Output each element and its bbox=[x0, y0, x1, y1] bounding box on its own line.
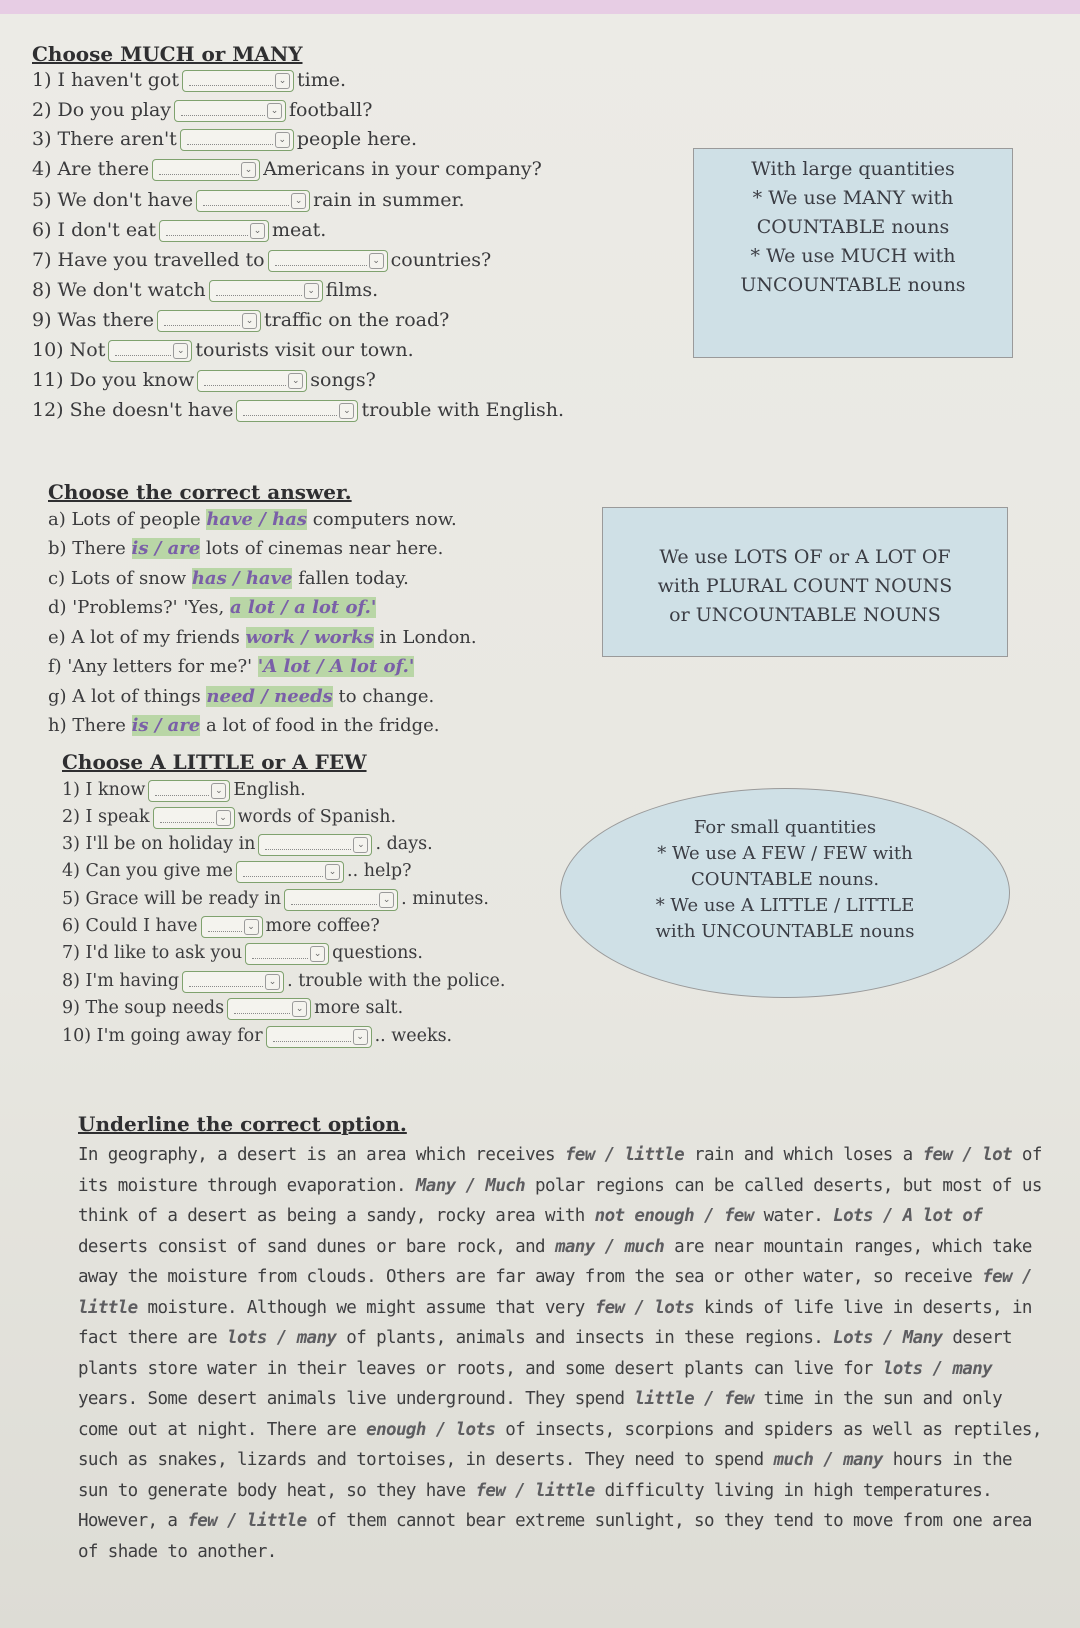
dotted-blank bbox=[189, 85, 273, 86]
answer-option[interactable]: few / little bbox=[78, 1267, 1032, 1318]
question-text: 2) Do you play bbox=[32, 99, 172, 121]
paragraph-text: deserts consist of sand dunes or bare rock, and bbox=[78, 1236, 555, 1257]
answer-option[interactable]: few / little bbox=[475, 1480, 595, 1501]
dotted-blank bbox=[208, 931, 242, 932]
question-text: 8) We don't watch bbox=[32, 279, 206, 301]
question-text: 4) Are there bbox=[32, 158, 150, 180]
exercise-line bbox=[62, 778, 306, 802]
dotted-blank bbox=[234, 1013, 290, 1014]
exercise-line bbox=[62, 887, 489, 911]
question-text: trouble with English. bbox=[361, 399, 565, 421]
dotted-blank bbox=[159, 174, 239, 175]
question-text: films. bbox=[325, 279, 379, 301]
paragraph-text: of them cannot bear extreme sunlight, so they tend to move from one area of shade to another. bbox=[78, 1511, 1032, 1562]
paragraph-text: of plants, animals and insects in these regions. bbox=[336, 1328, 834, 1348]
answer-option[interactable]: Lots / A lot of bbox=[833, 1206, 983, 1226]
exercise-line bbox=[32, 188, 465, 212]
chevron-down-icon[interactable]: ⌄ bbox=[379, 892, 394, 908]
question-text: 5) Grace will be ready in bbox=[62, 889, 282, 909]
paragraph-text: In geography, a desert is an area which receives bbox=[78, 1145, 565, 1165]
rule-line: For small quantities bbox=[693, 817, 877, 838]
section2-title: Choose the correct answer. bbox=[48, 480, 352, 504]
answer-option[interactable]: enough / lots bbox=[366, 1419, 496, 1440]
dotted-blank bbox=[203, 205, 289, 206]
exercise-line bbox=[32, 248, 491, 272]
exercise-line bbox=[62, 805, 396, 829]
answer-dropdown[interactable] bbox=[153, 807, 235, 829]
chevron-down-icon[interactable]: ⌄ bbox=[291, 193, 306, 209]
answer-option[interactable]: need / needs bbox=[206, 686, 333, 707]
answer-dropdown[interactable] bbox=[157, 310, 261, 332]
question-text: to change. bbox=[332, 686, 435, 707]
section1-rule-box bbox=[693, 148, 1013, 358]
chevron-down-icon[interactable]: ⌄ bbox=[275, 132, 290, 148]
paragraph-text: are near mountain ranges, which take away the moisture from clouds. Others are far away from the sea or other water, so receive bbox=[78, 1236, 1032, 1287]
exercise-line bbox=[48, 714, 440, 738]
question-text: Americans in your company? bbox=[263, 158, 542, 180]
chevron-down-icon[interactable]: ⌄ bbox=[173, 343, 188, 359]
exercise-line bbox=[62, 832, 433, 856]
answer-option[interactable]: work / works bbox=[245, 627, 374, 648]
answer-dropdown[interactable] bbox=[174, 100, 286, 122]
paragraph-text: rain and which loses a bbox=[684, 1145, 923, 1165]
question-text: meat. bbox=[272, 219, 327, 241]
dotted-blank bbox=[273, 1041, 351, 1042]
chevron-down-icon[interactable]: ⌄ bbox=[304, 283, 319, 299]
rule-line: or UNCOUNTABLE NOUNS bbox=[669, 604, 941, 626]
question-text: h) There bbox=[48, 715, 132, 736]
section2-rule-box bbox=[602, 507, 1008, 657]
answer-dropdown[interactable] bbox=[180, 129, 294, 151]
exercise-line bbox=[62, 941, 423, 965]
rule-line: with UNCOUNTABLE nouns bbox=[655, 921, 915, 942]
answer-option[interactable]: Lots / Many bbox=[833, 1328, 943, 1348]
answer-option[interactable]: few / little bbox=[187, 1511, 307, 1531]
paragraph-text: years. Some desert animals live underground. They spend bbox=[78, 1389, 635, 1409]
exercise-line bbox=[62, 996, 403, 1020]
section3-title: Choose A LITTLE or A FEW bbox=[62, 750, 367, 774]
answer-dropdown[interactable] bbox=[148, 780, 230, 802]
chevron-down-icon[interactable]: ⌄ bbox=[242, 313, 257, 329]
question-text: 9) Was there bbox=[32, 309, 154, 331]
exercise-line bbox=[32, 308, 449, 332]
exercise-line bbox=[32, 338, 414, 362]
question-text: a lot of food in the fridge. bbox=[200, 715, 440, 736]
section1-title: Choose MUCH or MANY bbox=[32, 42, 303, 66]
paragraph-text: of its moisture through evaporation. bbox=[78, 1145, 1042, 1196]
question-text: tourists visit our town. bbox=[195, 339, 414, 361]
question-text: 10) I'm going away for bbox=[62, 1026, 263, 1046]
paragraph-text: kinds of life live in deserts, in fact there are bbox=[78, 1297, 1032, 1348]
rule-line: * We use MANY with bbox=[752, 187, 954, 209]
answer-option[interactable]: little / few bbox=[634, 1389, 754, 1409]
answer-dropdown[interactable] bbox=[201, 916, 263, 938]
exercise-line bbox=[62, 1024, 452, 1048]
answer-option[interactable]: few / little bbox=[564, 1145, 685, 1165]
answer-dropdown[interactable] bbox=[209, 280, 323, 302]
answer-dropdown[interactable] bbox=[268, 250, 388, 272]
question-text: e) A lot of my friends bbox=[48, 627, 246, 648]
question-text: English. bbox=[233, 780, 306, 800]
top-border-strip bbox=[0, 0, 1080, 14]
question-text: g) A lot of things bbox=[48, 686, 207, 707]
chevron-down-icon[interactable]: ⌄ bbox=[250, 223, 265, 239]
exercise-line bbox=[48, 508, 457, 532]
section4-title: Underline the correct option. bbox=[78, 1112, 407, 1136]
question-text: .. weeks. bbox=[374, 1026, 453, 1046]
question-text: time. bbox=[297, 69, 347, 91]
paragraph-text: hours in the sun to generate body heat, so they have bbox=[78, 1450, 1012, 1501]
chevron-down-icon[interactable]: ⌄ bbox=[216, 810, 231, 826]
chevron-down-icon[interactable]: ⌄ bbox=[288, 373, 303, 389]
question-text: b) There bbox=[48, 538, 132, 559]
dotted-blank bbox=[291, 904, 377, 905]
question-text: d) 'Problems?' 'Yes, bbox=[48, 597, 230, 618]
answer-dropdown[interactable] bbox=[266, 1026, 372, 1048]
answer-option[interactable]: lots / many bbox=[227, 1328, 337, 1348]
answer-option[interactable]: not enough / few bbox=[594, 1206, 754, 1226]
dotted-blank bbox=[155, 795, 209, 796]
exercise-line bbox=[32, 98, 372, 122]
dotted-blank bbox=[243, 876, 323, 877]
answer-option[interactable]: much / many bbox=[773, 1450, 883, 1470]
rule-line: * We use A FEW / FEW with bbox=[657, 843, 913, 864]
question-text: questions. bbox=[332, 943, 423, 963]
dotted-blank bbox=[252, 958, 308, 959]
answer-option[interactable]: a lot / a lot of.' bbox=[229, 597, 377, 618]
dotted-blank bbox=[187, 144, 273, 145]
exercise-line bbox=[62, 859, 412, 883]
rule-line: COUNTABLE nouns bbox=[756, 216, 950, 238]
exercise-line bbox=[32, 127, 417, 151]
paragraph-text: water. bbox=[753, 1206, 834, 1226]
answer-dropdown[interactable] bbox=[197, 370, 307, 392]
answer-dropdown[interactable] bbox=[182, 70, 294, 92]
rule-line: * We use MUCH with bbox=[750, 245, 956, 267]
chevron-down-icon[interactable]: ⌄ bbox=[275, 73, 290, 89]
question-text: 1) I know bbox=[62, 780, 146, 800]
question-text: . trouble with the police. bbox=[287, 971, 506, 991]
answer-dropdown[interactable] bbox=[159, 220, 269, 242]
question-text: 7) Have you travelled to bbox=[32, 249, 265, 271]
exercise-line bbox=[32, 218, 326, 242]
answer-option[interactable]: has / have bbox=[191, 568, 293, 589]
paragraph-text: difficulty living in high temperatures. However, a bbox=[78, 1480, 993, 1531]
question-text: 6) I don't eat bbox=[32, 219, 157, 241]
exercise-line bbox=[48, 596, 376, 620]
answer-option[interactable]: 'A lot / A lot of.' bbox=[257, 656, 415, 677]
exercise-line bbox=[32, 278, 378, 302]
dotted-blank bbox=[216, 295, 302, 296]
rule-line: We use LOTS OF or A LOT OF bbox=[659, 546, 951, 568]
answer-option[interactable]: few / lot bbox=[922, 1145, 1012, 1165]
question-text: . minutes. bbox=[401, 889, 489, 909]
exercise-line bbox=[48, 626, 477, 650]
rule-line: COUNTABLE nouns. bbox=[690, 869, 880, 890]
rule-line: UNCOUNTABLE nouns bbox=[740, 274, 966, 296]
question-text: rain in summer. bbox=[313, 189, 465, 211]
answer-dropdown[interactable] bbox=[182, 971, 284, 993]
question-text: .. help? bbox=[347, 861, 412, 881]
question-text: 5) We don't have bbox=[32, 189, 194, 211]
question-text: more salt. bbox=[314, 998, 404, 1018]
question-text: 2) I speak bbox=[62, 807, 150, 827]
question-text: . days. bbox=[375, 834, 433, 854]
answer-dropdown[interactable] bbox=[108, 340, 192, 362]
dotted-blank bbox=[115, 355, 171, 356]
question-text: 6) Could I have bbox=[62, 916, 198, 936]
question-text: 9) The soup needs bbox=[62, 998, 225, 1018]
chevron-down-icon[interactable]: ⌄ bbox=[241, 162, 256, 178]
exercise-line bbox=[48, 655, 414, 679]
paragraph-text: polar regions can be called deserts, but most of us think of a desert as being a sandy, rocky area with bbox=[78, 1175, 1042, 1226]
exercise-line bbox=[32, 368, 376, 392]
answer-dropdown[interactable] bbox=[284, 889, 398, 911]
exercise-line bbox=[62, 969, 505, 993]
question-text: a) Lots of people bbox=[48, 509, 207, 530]
chevron-down-icon[interactable]: ⌄ bbox=[244, 919, 259, 935]
answer-option[interactable]: have / has bbox=[206, 509, 307, 530]
dotted-blank bbox=[265, 849, 351, 850]
answer-dropdown[interactable] bbox=[196, 190, 310, 212]
answer-option[interactable]: few / lots bbox=[594, 1297, 695, 1318]
paragraph-text: time in the sun and only come out at night. There are bbox=[78, 1389, 1003, 1440]
dotted-blank bbox=[204, 385, 286, 386]
exercise-line bbox=[62, 914, 380, 938]
dotted-blank bbox=[166, 235, 248, 236]
dotted-blank bbox=[189, 986, 263, 987]
exercise-line bbox=[32, 157, 542, 181]
dotted-blank bbox=[181, 115, 265, 116]
question-text: 3) There aren't bbox=[32, 128, 177, 150]
rule-line: * We use A LITTLE / LITTLE bbox=[655, 895, 915, 916]
exercise-line bbox=[48, 537, 443, 561]
answer-option[interactable]: lots / many bbox=[882, 1358, 993, 1379]
question-text: fallen today. bbox=[292, 568, 409, 589]
answer-dropdown[interactable] bbox=[236, 400, 358, 422]
question-text: in London. bbox=[373, 627, 477, 648]
exercise-line bbox=[48, 685, 434, 709]
exercise-line bbox=[32, 398, 564, 422]
paragraph-text: of insects, scorpions and spiders as well as reptiles, such as snakes, lizards and tortoises, in deserts. They need to spend bbox=[78, 1419, 1042, 1470]
chevron-down-icon[interactable]: ⌄ bbox=[265, 974, 280, 990]
answer-option[interactable]: Many / Much bbox=[415, 1175, 526, 1196]
section4-paragraph bbox=[78, 1140, 1048, 1567]
paragraph-text: moisture. Although we might assume that very bbox=[137, 1297, 595, 1318]
section3-rule-ellipse bbox=[560, 788, 1010, 998]
chevron-down-icon[interactable]: ⌄ bbox=[353, 837, 368, 853]
question-text: songs? bbox=[310, 369, 376, 391]
chevron-down-icon[interactable]: ⌄ bbox=[211, 783, 226, 799]
paragraph-text: desert plants store water in their leaves or roots, and some desert plants can live for bbox=[78, 1328, 1012, 1379]
chevron-down-icon[interactable]: ⌄ bbox=[267, 103, 282, 119]
chevron-down-icon[interactable]: ⌄ bbox=[325, 864, 340, 880]
chevron-down-icon[interactable]: ⌄ bbox=[369, 253, 384, 269]
dotted-blank bbox=[164, 325, 240, 326]
question-text: 12) She doesn't have bbox=[32, 399, 234, 421]
question-text: 3) I'll be on holiday in bbox=[62, 834, 256, 854]
question-text: computers now. bbox=[307, 509, 457, 530]
exercise-line bbox=[48, 567, 409, 591]
question-text: people here. bbox=[296, 128, 418, 150]
dotted-blank bbox=[160, 822, 214, 823]
question-text: c) Lots of snow bbox=[48, 568, 192, 589]
chevron-down-icon[interactable]: ⌄ bbox=[339, 403, 354, 419]
answer-dropdown[interactable] bbox=[258, 834, 372, 856]
chevron-down-icon[interactable]: ⌄ bbox=[353, 1029, 368, 1045]
question-text: 7) I'd like to ask you bbox=[62, 943, 243, 963]
dotted-blank bbox=[243, 415, 337, 416]
question-text: 10) Not bbox=[32, 339, 106, 361]
answer-dropdown[interactable] bbox=[236, 861, 344, 883]
answer-option[interactable]: is / are bbox=[131, 715, 201, 736]
question-text: countries? bbox=[390, 249, 492, 271]
question-text: lots of cinemas near here. bbox=[200, 538, 444, 559]
chevron-down-icon[interactable]: ⌄ bbox=[292, 1001, 307, 1017]
answer-option[interactable]: is / are bbox=[131, 538, 201, 559]
answer-dropdown[interactable] bbox=[227, 998, 311, 1020]
rule-line: With large quantities bbox=[751, 158, 955, 180]
dotted-blank bbox=[275, 265, 367, 266]
exercise-line bbox=[32, 68, 346, 92]
answer-option[interactable]: many / much bbox=[554, 1236, 665, 1257]
question-text: traffic on the road? bbox=[263, 309, 450, 331]
question-text: 11) Do you know bbox=[32, 369, 195, 391]
rule-line: with PLURAL COUNT NOUNS bbox=[657, 575, 953, 597]
chevron-down-icon[interactable]: ⌄ bbox=[310, 946, 325, 962]
question-text: football? bbox=[289, 99, 373, 121]
answer-dropdown[interactable] bbox=[245, 943, 329, 965]
question-text: 4) Can you give me bbox=[62, 861, 233, 881]
question-text: more coffee? bbox=[265, 916, 380, 936]
answer-dropdown[interactable] bbox=[152, 159, 260, 181]
question-text: 8) I'm having bbox=[62, 971, 180, 991]
question-text: 1) I haven't got bbox=[32, 69, 179, 91]
question-text: words of Spanish. bbox=[237, 807, 397, 827]
question-text: f) 'Any letters for me?' bbox=[48, 656, 258, 677]
